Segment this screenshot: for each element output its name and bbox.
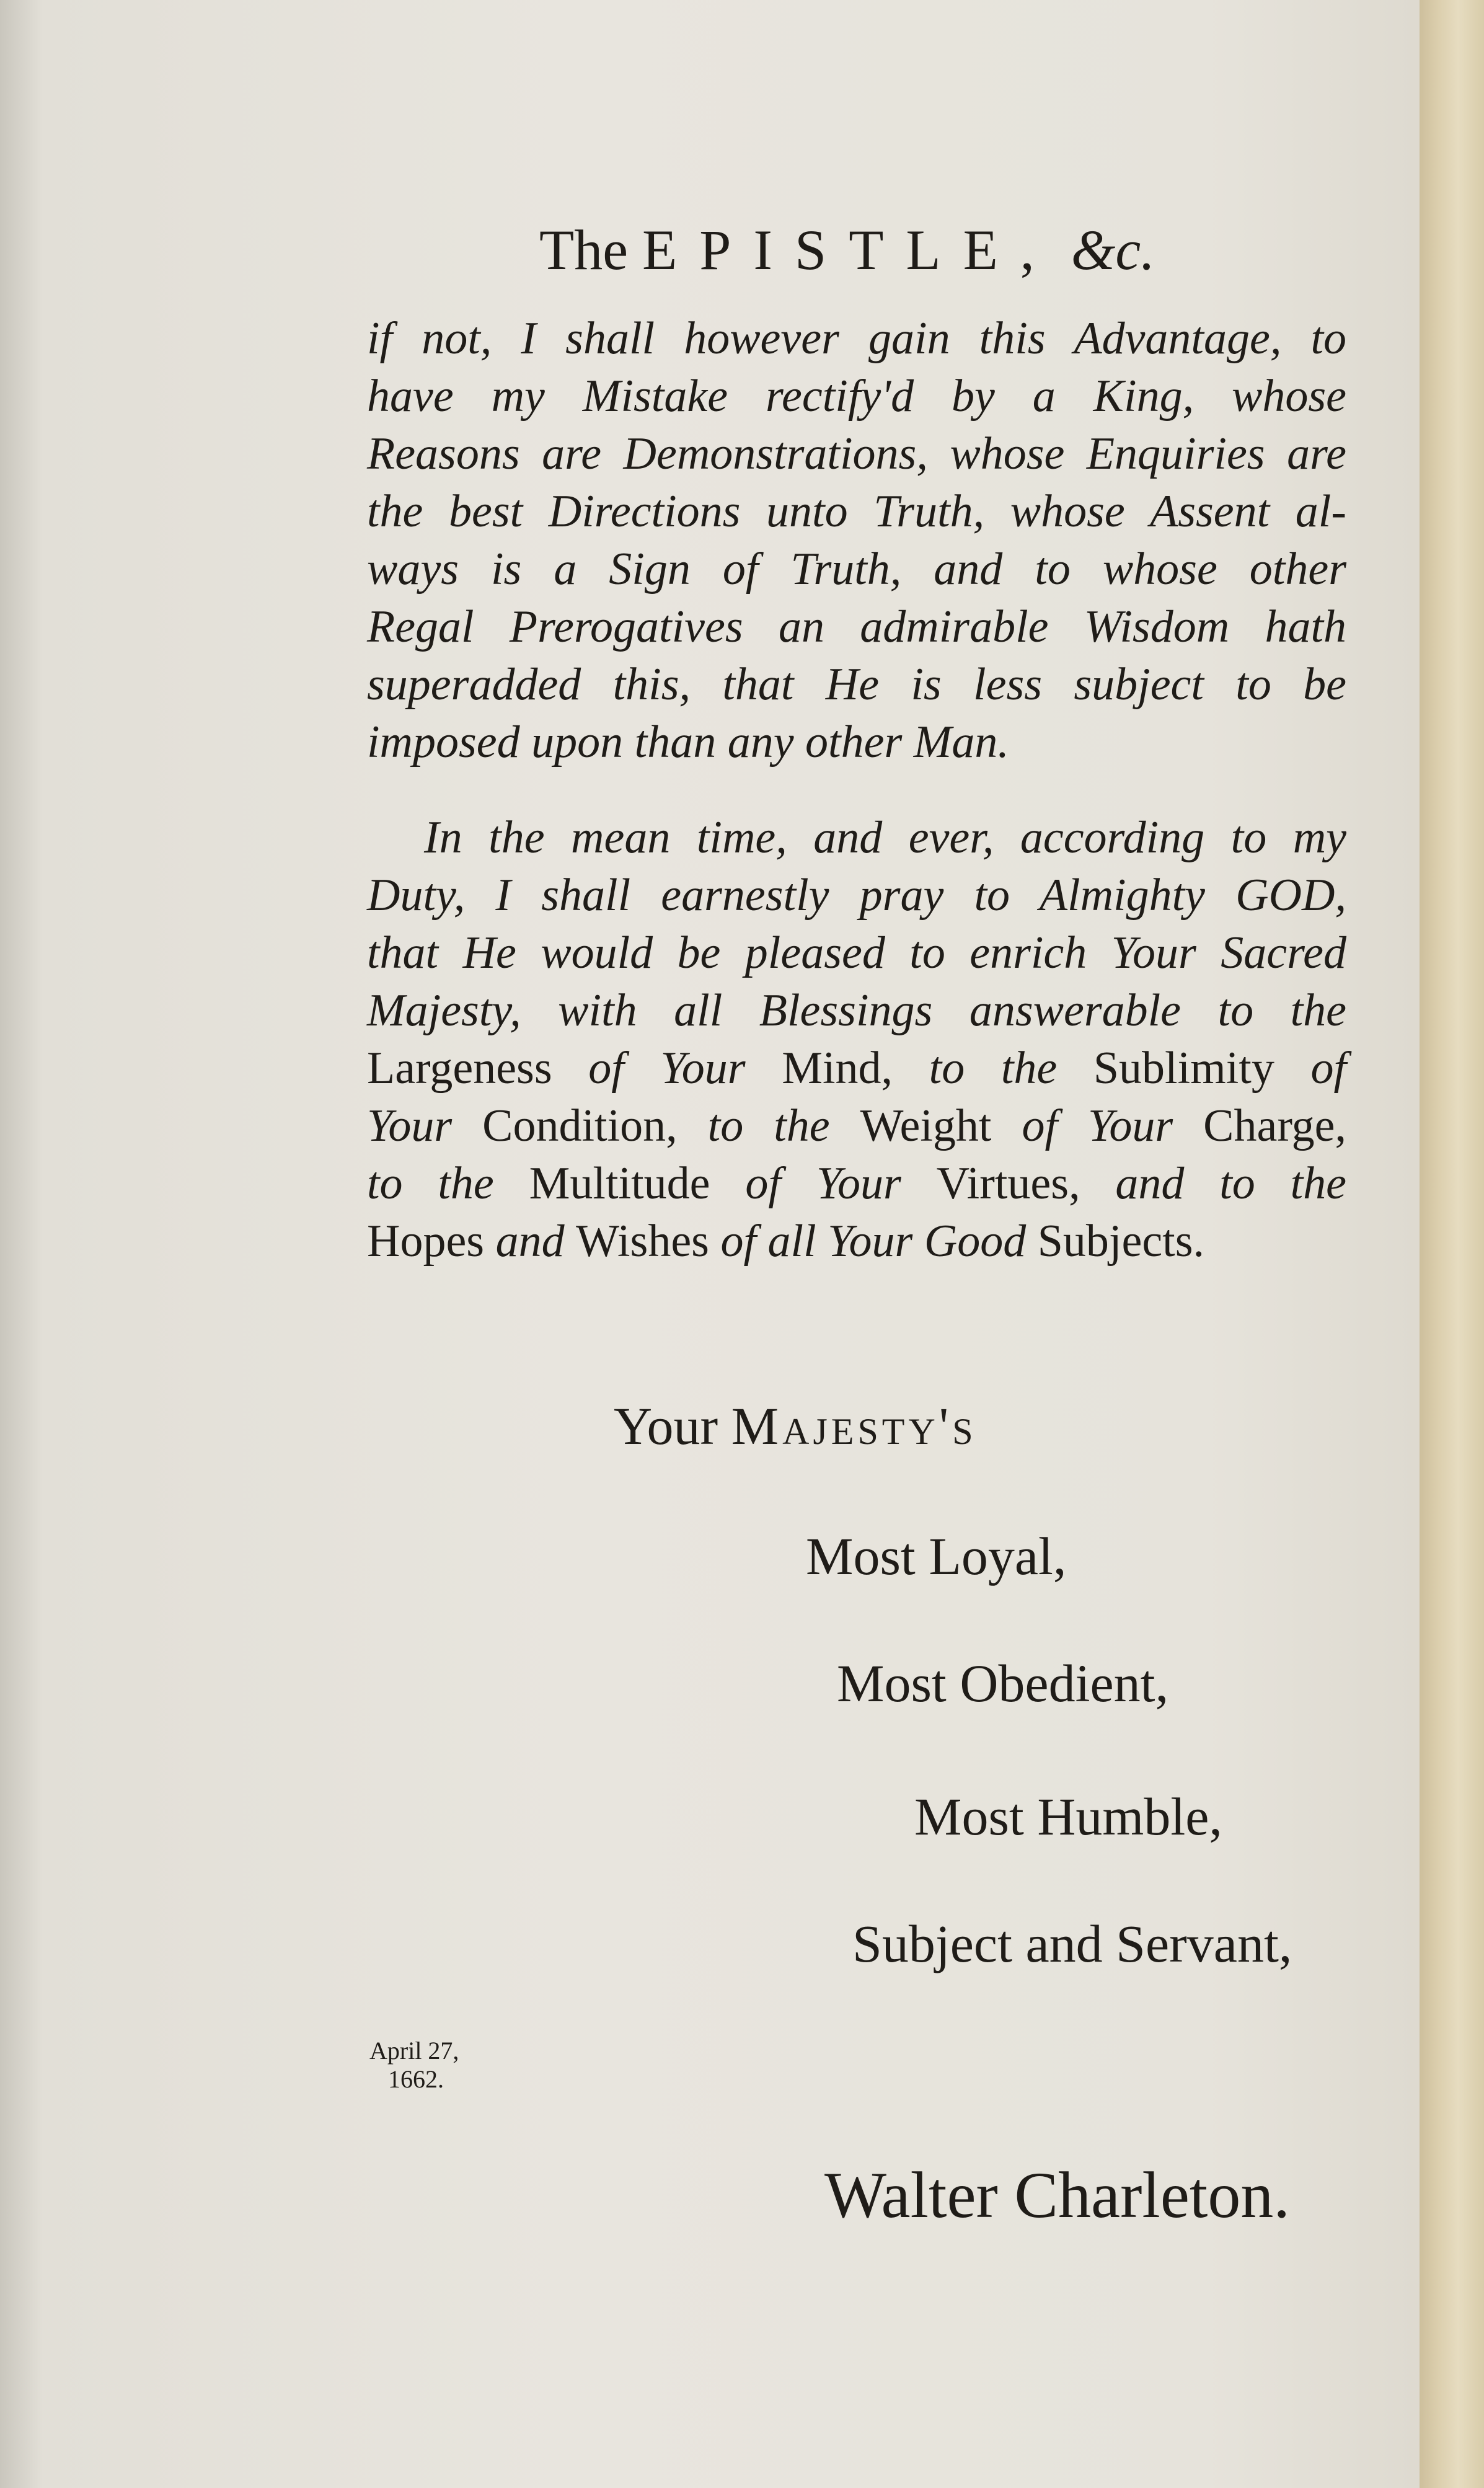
italic-text: that He would be pleased to enrich Your Sacred <box>367 927 1346 978</box>
text-line <box>367 809 1346 867</box>
text-line <box>367 1040 1346 1097</box>
paragraph-2 <box>367 809 1346 1270</box>
closing-salutation <box>614 1395 977 1457</box>
italic-text: of <box>1274 1043 1346 1094</box>
running-head-etc: &c. <box>1071 218 1155 281</box>
italic-text: Duty, I shall earnestly pray to Almighty GOD, <box>367 870 1346 921</box>
running-head <box>539 217 1221 285</box>
text-line <box>367 1155 1346 1213</box>
italic-text: of Your <box>991 1100 1204 1151</box>
signature: Walter Charleton. <box>824 2159 1290 2231</box>
roman-text: Virtues, <box>936 1158 1080 1209</box>
roman-text: Subjects. <box>1037 1216 1205 1267</box>
text-line: ways is a Sign of Truth, and to whose other <box>367 544 1346 595</box>
date-day: April 27, <box>369 2037 459 2065</box>
italic-text: Majesty, with all Blessings answerable to the <box>367 985 1346 1036</box>
text-line <box>367 924 1346 982</box>
running-head-the: The <box>539 218 629 281</box>
text-line <box>367 982 1346 1040</box>
italic-text: and <box>484 1216 576 1267</box>
text-line <box>367 1097 1346 1155</box>
italic-text: to the <box>367 1158 529 1209</box>
italic-text: to the <box>893 1043 1093 1094</box>
page-fore-edge <box>1420 0 1484 2488</box>
text-line: if not, I shall however gain this Advantage, to <box>367 313 1346 364</box>
closing-most-humble: Most Humble, <box>914 1787 1222 1846</box>
text-line: the best Directions unto Truth, whose Assent al- <box>367 486 1346 537</box>
roman-text: Largeness <box>367 1043 552 1094</box>
text-line: Reasons are Demonstrations, whose Enquiries are <box>367 428 1346 479</box>
italic-text: Your <box>367 1100 483 1151</box>
roman-text: Wishes <box>576 1216 709 1267</box>
roman-text: Sublimity <box>1093 1043 1274 1094</box>
closing-most-loyal: Most Loyal, <box>806 1526 1067 1586</box>
text-line <box>367 1213 1346 1270</box>
running-head-title: EPISTLE, <box>642 218 1057 281</box>
closing-most-obedient: Most Obedient, <box>837 1654 1169 1713</box>
roman-text: Multitude <box>529 1158 710 1209</box>
roman-text: Weight <box>860 1100 992 1151</box>
date-year: 1662. <box>388 2065 444 2093</box>
roman-text: Hopes <box>367 1216 485 1267</box>
text-line: have my Mistake rectify'd by a King, whose <box>367 371 1346 422</box>
text-line: superadded this, that He is less subject to be <box>367 659 1346 710</box>
italic-text: of all Your Good <box>709 1216 1038 1267</box>
roman-text: Mind, <box>782 1043 893 1094</box>
italic-text: and to the <box>1080 1158 1346 1209</box>
text-line: imposed upon than any other Man. <box>367 717 1009 768</box>
salutation-majesty: Majesty's <box>731 1396 977 1456</box>
date-block <box>369 2037 459 2094</box>
italic-text: In the mean time, and ever, according to my <box>424 812 1346 863</box>
italic-text: to the <box>677 1100 860 1151</box>
italic-text: of Your <box>552 1043 782 1094</box>
salutation-your: Your <box>614 1396 718 1456</box>
text-line <box>367 867 1346 924</box>
paragraph-1 <box>367 310 1346 771</box>
text-line: Regal Prerogatives an admirable Wisdom hath <box>367 601 1346 652</box>
roman-text: Condition, <box>482 1100 678 1151</box>
closing-subject-servant: Subject and Servant, <box>852 1914 1292 1973</box>
italic-text: of Your <box>710 1158 937 1209</box>
roman-text: Charge, <box>1203 1100 1346 1151</box>
